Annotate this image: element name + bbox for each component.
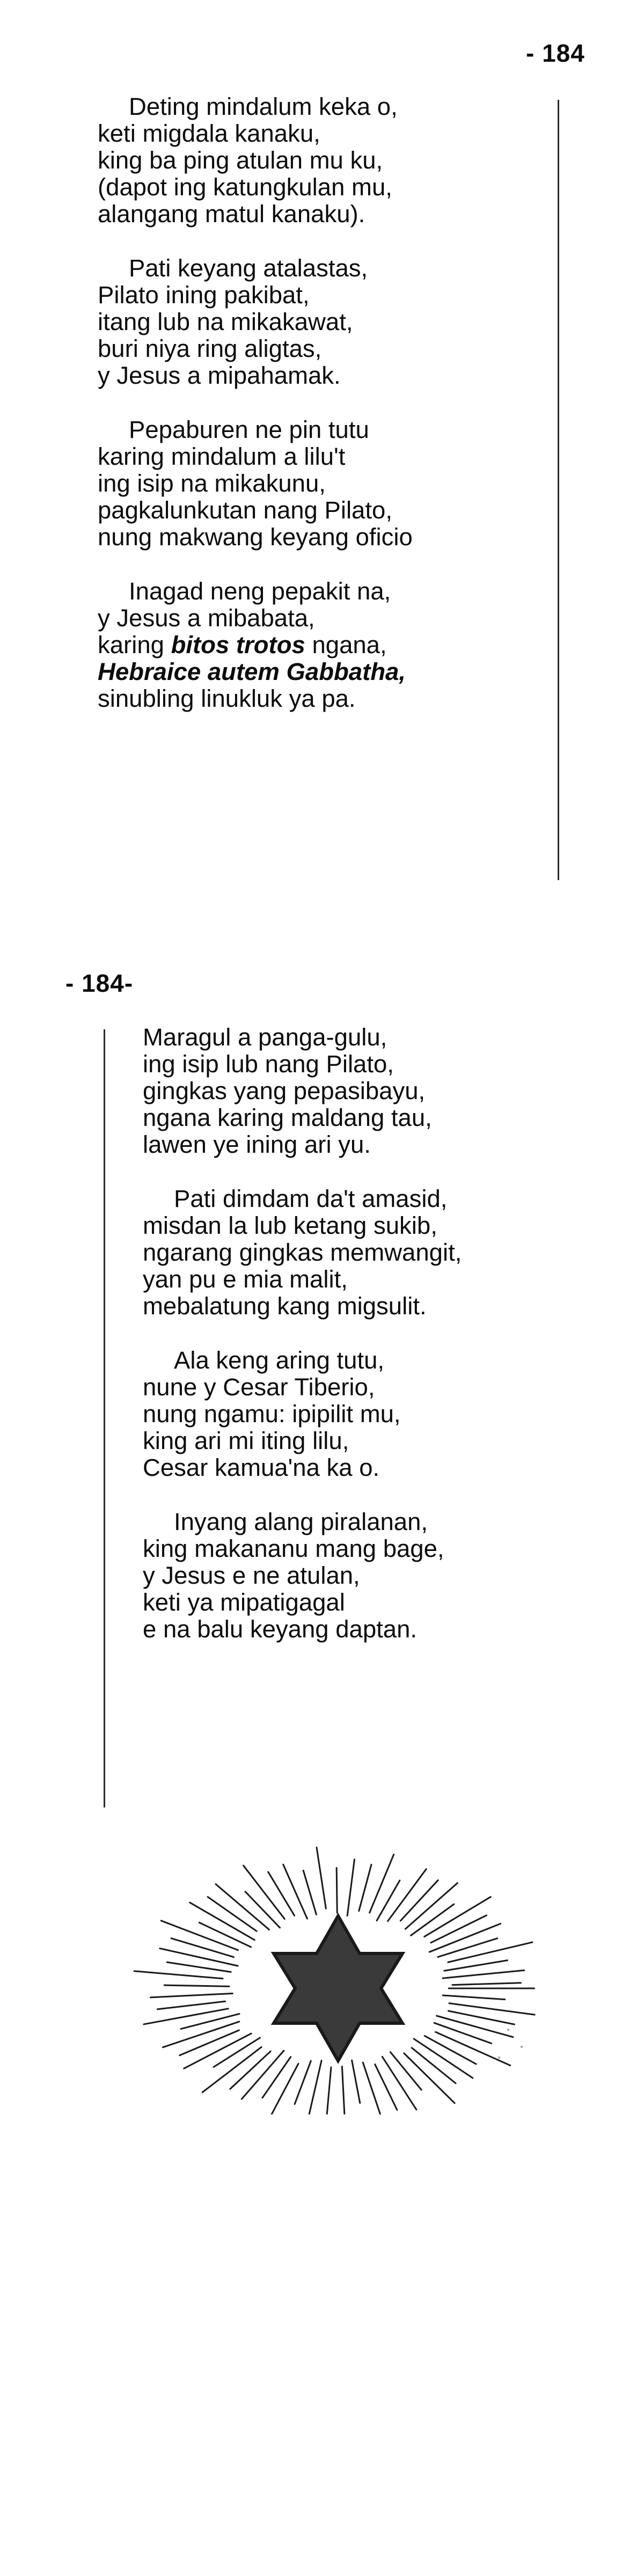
column-rule-mid	[104, 1029, 105, 1807]
ray-stroke	[164, 1985, 229, 1986]
ray-stroke	[443, 1970, 524, 1978]
verse-line: nung makwang keyang oficio	[98, 523, 413, 551]
verse-line: ngarang gingkas memwangit,	[143, 1239, 462, 1266]
ray-stroke	[214, 2038, 260, 2067]
ray-stroke	[317, 1847, 326, 1908]
ray-stroke	[144, 2009, 228, 2024]
ray-stroke	[347, 1860, 354, 1916]
stanza	[98, 255, 548, 389]
verse-line: karing mindalum a lilu't	[98, 443, 346, 470]
ray-stroke	[245, 1892, 280, 1928]
verse-line: Cesar kamua'na ka o.	[143, 1454, 380, 1481]
ray-stroke	[444, 1960, 508, 1971]
verse-line: king ari mi iting lilu,	[143, 1427, 349, 1454]
print-speck	[507, 2029, 509, 2031]
ray-stroke	[431, 1915, 486, 1943]
verse-line: ngana karing maldang tau,	[143, 1104, 432, 1131]
verse-line: Pepaburen ne pin tutu	[129, 416, 369, 443]
verse-line: ing isip lub nang Pilato,	[143, 1050, 394, 1078]
verse-line: Deting mindalum keka o,	[129, 93, 398, 120]
verse-line: y Jesus a mibabata,	[98, 604, 315, 632]
ray-stroke	[262, 2057, 291, 2098]
poem-column-top	[98, 93, 548, 740]
verse-line: mebalatung kang migsulit.	[143, 1292, 427, 1320]
ray-stroke	[134, 1971, 223, 1979]
verse-line: Maragul a panga-gulu,	[143, 1023, 387, 1051]
ray-stroke	[230, 2051, 270, 2089]
verse-line: sinubling linukluk ya pa.	[98, 685, 356, 712]
verse-line: Ala keng aring tutu,	[174, 1346, 385, 1374]
ray-stroke	[150, 1993, 232, 1997]
print-speck	[521, 2046, 523, 2048]
ray-stroke	[327, 2067, 331, 2114]
ray-stroke	[342, 2067, 345, 2114]
verse-line: e na balu keyang daptan.	[143, 1615, 418, 1643]
verse-line: y Jesus e ne atulan,	[143, 1562, 360, 1589]
verse-line: buri niya ring aligtas,	[98, 335, 322, 362]
ray-stroke	[171, 1938, 233, 1957]
ray-stroke	[400, 1880, 438, 1921]
ray-stroke	[390, 2052, 421, 2090]
verse-line: pagkalunkutan nang Pilato,	[98, 496, 392, 524]
ray-stroke	[268, 2063, 298, 2114]
ray-stroke	[452, 1983, 521, 1985]
emphasized-text: bitos trotos	[171, 631, 305, 658]
verse-line: nung ngamu: ipipilit mu,	[143, 1400, 401, 1428]
verse-line: nune y Cesar Tiberio,	[143, 1373, 375, 1401]
verse-line: Inyang alang piralanan,	[174, 1508, 428, 1535]
verse-line: gingkas yang pepasibayu,	[143, 1077, 426, 1104]
verse-text: ngana,	[305, 631, 387, 658]
ray-stroke	[208, 1897, 257, 1931]
verse-line: ing isip na mikakunu,	[98, 470, 326, 497]
ray-stroke	[382, 2057, 416, 2110]
stanza	[98, 93, 548, 228]
stanza	[98, 578, 548, 712]
ray-stroke	[434, 2023, 492, 2043]
ray-stroke	[352, 2060, 360, 2103]
ray-stroke	[309, 2061, 321, 2114]
page-number-top: - 184	[526, 39, 585, 67]
emphasized-verse-line: Hebraice autem Gabbatha,	[98, 658, 406, 685]
verse-line: king makananu mang bage,	[143, 1535, 444, 1562]
stanza	[143, 1509, 626, 1643]
verse-line: y Jesus a mipahamak.	[98, 362, 341, 389]
stanza	[143, 1185, 626, 1320]
ray-stroke	[370, 1855, 394, 1913]
print-speck	[498, 2057, 500, 2059]
verse-text: karing	[98, 631, 171, 658]
star-shape	[274, 1916, 402, 2061]
verse-line: alangang matul kanaku).	[98, 200, 365, 228]
verse-line: Pati keyang atalastas,	[129, 254, 368, 282]
verse-line: itang lub na mikakawat,	[98, 308, 353, 335]
ray-stroke	[359, 1864, 371, 1911]
verse-line: keti migdala kanaku,	[98, 120, 320, 147]
stanza	[143, 1024, 626, 1158]
stanza	[98, 416, 548, 551]
poem-column-mid	[143, 1024, 626, 1670]
ray-stroke	[199, 1922, 251, 1947]
ray-stroke	[167, 1962, 231, 1972]
ray-stroke	[411, 1904, 454, 1935]
verse-line	[98, 632, 548, 658]
verse-line: king ba ping atulan mu ku,	[98, 147, 383, 174]
ray-stroke	[158, 2001, 225, 2009]
column-rule-top	[558, 100, 559, 880]
ray-stroke	[448, 1942, 532, 1962]
ray-stroke	[443, 1995, 505, 2000]
ray-stroke	[437, 2016, 514, 2037]
star-ornament	[107, 1846, 569, 2114]
ray-stroke	[438, 1938, 497, 1957]
ray-stroke	[425, 2036, 476, 2064]
ray-stroke	[412, 2048, 456, 2083]
ray-stroke	[268, 1872, 295, 1915]
verse-line: keti ya mipatigagal	[143, 1589, 345, 1616]
verse-line: (dapot ing katungkulan mu,	[98, 173, 392, 201]
ray-stroke	[180, 2030, 239, 2055]
verse-line: Inagad neng pepakit na,	[129, 577, 391, 605]
verse-line: Pati dimdam da't amasid,	[174, 1185, 448, 1212]
verse-line: misdan la lub ketang sukib,	[143, 1212, 437, 1239]
ray-stroke	[375, 2065, 397, 2110]
verse-line: yan pu e mia malit,	[143, 1265, 348, 1293]
stanza	[143, 1347, 626, 1481]
ray-stroke	[303, 1870, 316, 1914]
six-pointed-star-icon	[107, 1846, 569, 2114]
ray-stroke	[336, 1868, 337, 1913]
verse-line: Pilato ining pakibat,	[98, 281, 310, 309]
page-number-mid: - 184-	[65, 969, 134, 997]
ray-stroke	[363, 2062, 382, 2114]
verse-line: lawen ye ining ari yu.	[143, 1131, 371, 1158]
